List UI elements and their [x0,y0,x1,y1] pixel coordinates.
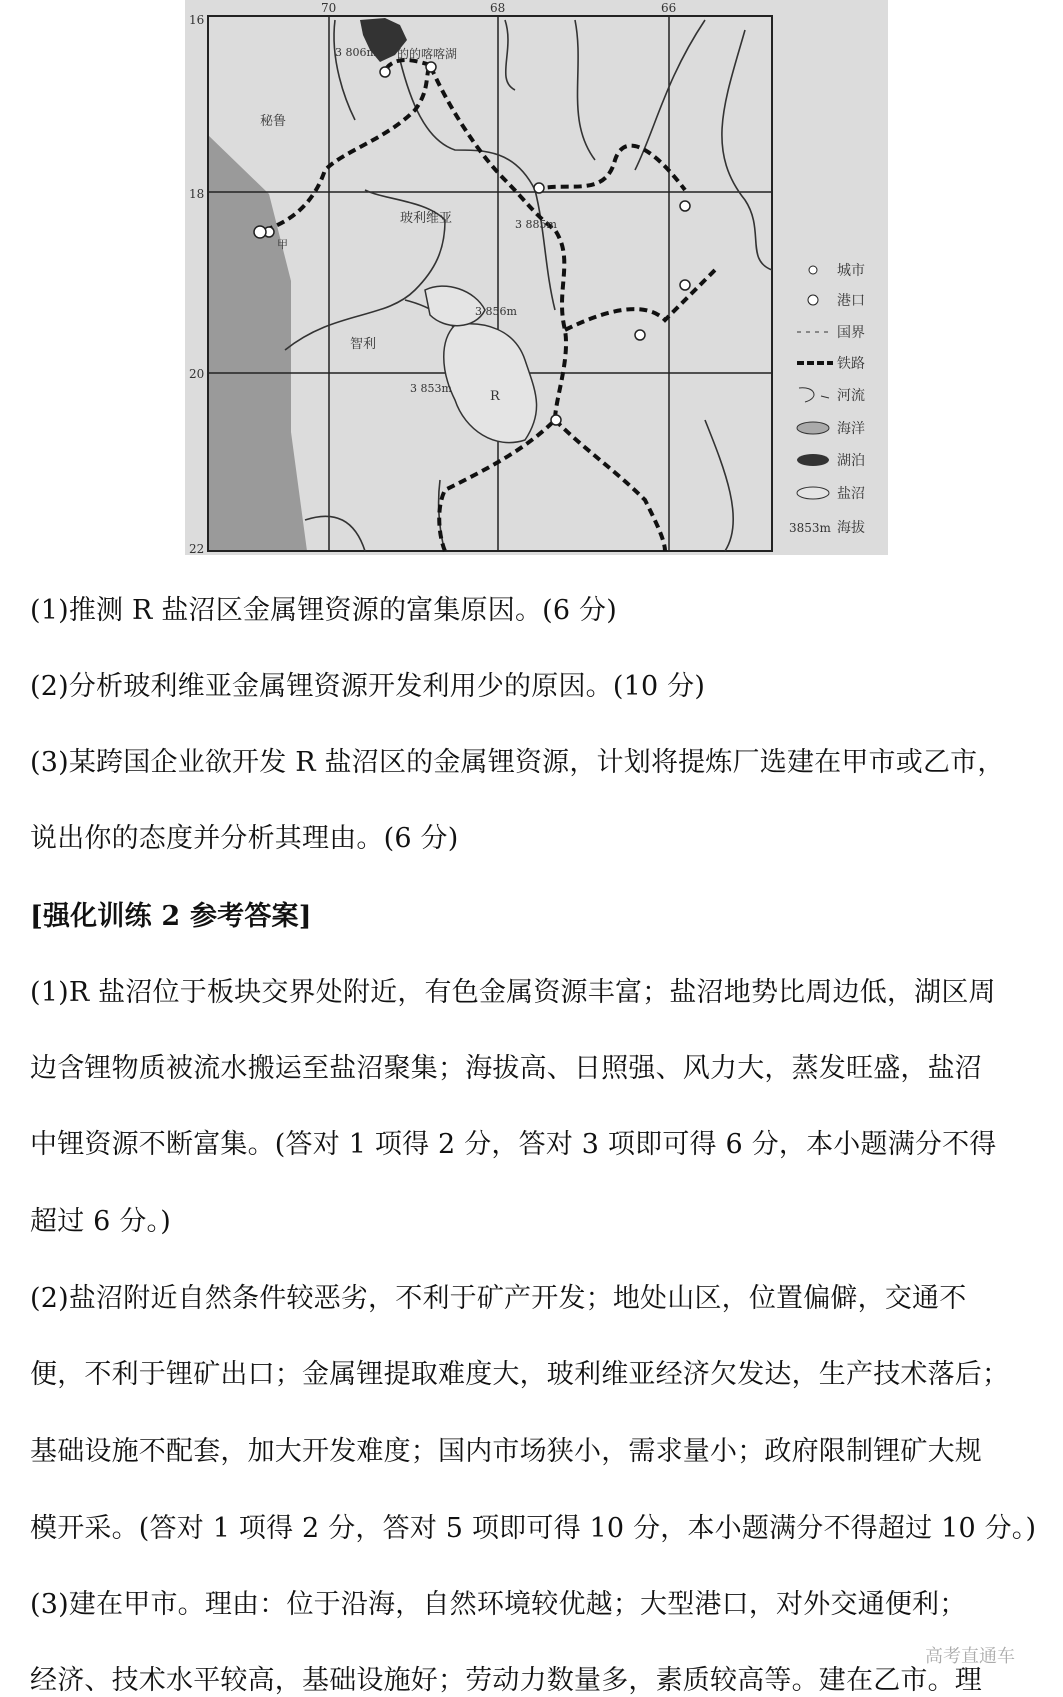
ocean [208,135,307,551]
svg-text:港口: 港口 [837,293,865,309]
svg-text:湖泊: 湖泊 [837,453,865,469]
label-bolivia: 玻利维亚 [400,211,453,226]
lon-68: 68 [490,1,506,15]
answer-3: (3)建在甲市。理由：位于沿海，自然环境较优越；大型港口，对外交通便利； [30,1589,967,1620]
answer-2: (2)盐沼附近自然条件较恶劣，不利于矿产开发；地处山区，位置偏僻，交通不 [30,1283,967,1314]
label-r: R [490,389,500,404]
lat-18: 18 [189,187,205,201]
city-icon [809,266,817,274]
svg-text:国界: 国界 [837,325,865,341]
question-3-cont: 说出你的态度并分析其理由。(6 分) [30,823,459,854]
answer-2-cont: 基础设施不配套，加大开发难度；国内市场狭小，需求量小；政府限制锂矿大规 [30,1436,982,1467]
question-2: (2)分析玻利维亚金属锂资源开发利用少的原因。(10 分) [30,671,706,702]
question-1: (1)推测 R 盐沼区金属锂资源的富集原因。(6 分) [30,595,617,626]
legend [789,263,865,536]
answer-2-cont: 便，不利于锂矿出口；金属锂提取难度大，玻利维亚经济欠发达，生产技术落后； [30,1359,1010,1390]
svg-text:海洋: 海洋 [837,421,865,437]
svg-text:城市: 城市 [837,263,865,279]
elevation-legend: 3853m [789,521,831,535]
svg-text:铁路: 铁路 [837,356,865,372]
svg-text:海拔: 海拔 [837,520,865,536]
elevation-4: 3 853m [410,382,452,395]
lat-16: 16 [189,13,205,27]
answer-1-cont: 边含锂物质被流水搬运至盐沼聚集；海拔高、日照强、风力大，蒸发旺盛，盐沼 [30,1053,982,1084]
answer-1-cont: 中锂资源不断富集。(答对 1 项得 2 分，答对 3 项即可得 6 分，本小题满分不得 [30,1129,997,1160]
answer-3-cont: 经济、技术水平较高，基础设施好；劳动力数量多，素质较高等。建在乙市。理 [30,1665,982,1696]
label-peru: 秘鲁 [260,114,287,129]
answer-heading: [强化训练 2 参考答案] [30,901,312,932]
map-figure [185,0,888,555]
answer-2-cont: 模开采。(答对 1 项得 2 分，答对 5 项即可得 10 分，本小题满分不得超过 10 分。) [30,1513,1037,1544]
lat-20: 20 [189,367,205,381]
ocean-icon [797,422,829,434]
lon-70: 70 [321,1,337,15]
elevation-1: 3 806m [335,46,377,59]
salt-marsh-uyuni [444,324,537,443]
watermark: 高考直通车 [925,1646,1015,1667]
elevation-3: 3 856m [475,305,517,318]
elevation-2: 3 885m [515,218,557,231]
label-city-jia: 甲 [277,238,288,251]
label-lake: 的的喀喀湖 [397,47,458,61]
svg-text:河流: 河流 [837,388,865,404]
question-3: (3)某跨国企业欲开发 R 盐沼区的金属锂资源，计划将提炼厂选建在甲市或乙市， [30,747,1005,778]
lon-66: 66 [661,1,677,15]
salt-marsh-icon [797,487,829,499]
port-icon [808,295,818,305]
lake-icon [797,454,829,466]
label-chile: 智利 [350,337,377,352]
answer-1: (1)R 盐沼位于板块交界处附近，有色金属资源丰富；盐沼地势比周边低，湖区周 [30,977,996,1008]
rivers [285,20,772,551]
lat-22: 22 [189,542,205,555]
river-icon [799,388,829,402]
answer-1-cont: 超过 6 分。) [30,1206,171,1237]
svg-text:盐沼: 盐沼 [837,486,865,502]
